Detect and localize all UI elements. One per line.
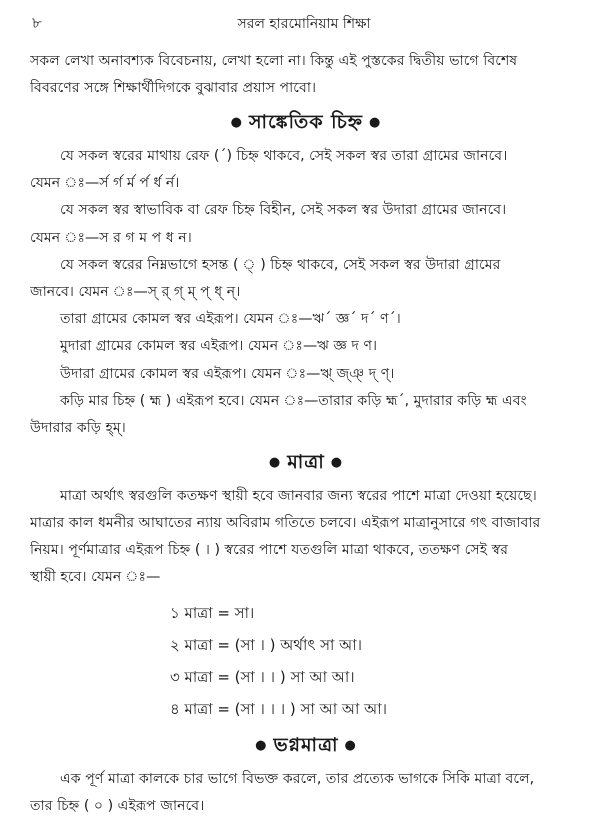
heading-text: মাত্রা [287,451,325,474]
paragraph-line: মাত্রা অর্থাৎ স্বরগুলি কতক্ষণ স্থায়ী হবে জানবার জন্য স্বরের পাশে মাত্রা দেওয়া হয়েছে। [60,487,537,504]
bullet-icon: ● [344,737,357,753]
page-number: ৮ [32,14,42,32]
paragraph-line: যে সকল স্বর স্বাভাবিক বা রেফ চিহ্ন বিহীন, সেই সকল স্বর উদারা গ্রামের জানবে। [60,202,507,219]
bullet-icon: ● [330,454,344,470]
intro-line: বিবরণের সঙ্গে শিক্ষার্থীদিগকে বুঝাবার প্রয়াস পাবো। [30,80,317,97]
paragraph-line: স্থায়ী হবে। যেমন ঃ— [30,569,161,586]
intro-line: সকল লেখা অনাবশ্যক বিবেচনায়, লেখা হলো না। কিন্তু এই পুস্তকের দ্বিতীয় ভাগে বিশেষ [30,53,518,69]
section-heading-sanketik [30,102,582,143]
page-body [30,48,582,820]
paragraph-line: মাত্রার কাল ধমনীর আঘাতের ন্যায় অবিরাম গতিতে চলবে। এইরূপ মাত্রানুসারে গৎ বাজাবার [30,514,541,531]
heading-text: ভগ্নমাত্রা [273,734,339,757]
bullet-icon: ● [268,454,282,470]
heading-text: সাঙ্কেতিক চিহ্ন [248,111,363,134]
paragraph-line: এক পূর্ণ মাত্রা কালকে চার ভাগে বিভক্ত করলে, তার প্রত্যেক ভাগকে সিকি মাত্রা বলে, [60,770,535,787]
bullet-icon: ● [230,114,243,130]
paragraph-line: তারা গ্রামের কোমল স্বর এইরূপ। যেমন ঃ—ঋ´ জ্ঞ´ দ´ ণ´। [60,311,401,328]
paragraph-line: তার চিহ্ন ( ০ ) এইরূপ জানবে। [30,798,205,815]
example-line: জানবে। যেমন ঃ—স্ র্ গ্ ম্ প্ ধ্ ন্। [30,283,241,300]
matra-example: ২ মাত্রা = (সা । ) অর্থাৎ সা আ। [170,636,363,655]
paragraph-line: উদারা গ্রামের কোমল স্বর এইরূপ। যেমন ঃ—ঋ্ জ্ঞ্ দ্ ণ্। [60,365,395,382]
paragraph-line: নিয়ম। পূর্ণমাত্রার এইরূপ চিহ্ন ( । ) স্বরের পাশে যতগুলি মাত্রা থাকবে, ততক্ষণ সেই স্বর [30,542,509,559]
page-header [0,12,608,36]
paragraph-line: কড়ি মার চিহ্ন ( হ্ম ) এইরূপ হবে। যেমন ঃ—তারার কড়ি হ্ম´, মুদারার কড়ি হ্ম এবং [60,392,527,409]
paragraph-line: যে সকল স্বরের নিম্নভাগে হসন্ত ( ্ ) চিহ্ন থাকবে, সেই সকল স্বর উদারা গ্রামের [60,256,501,273]
bullet-icon: ● [369,114,382,130]
bullet-icon: ● [255,737,268,753]
section-heading-bhagnamatra [30,725,582,766]
example-line: যেমন ঃ—র্স র্গ র্ম র্প র্ধ র্ন। [30,175,180,192]
example-line: যেমন ঃ—স র গ ম প ধ ন। [30,229,192,246]
matra-example: ১ মাত্রা = সা। [170,604,255,623]
paragraph-line: যে সকল স্বরের মাথায় রেফ (´) চিহ্ন থাকবে, সেই সকল স্বর তারা গ্রামের জানবে। [60,147,508,164]
running-title: সরল হারমোনিয়াম শিক্ষা [237,16,371,32]
matra-example: ৪ মাত্রা = (সা । । । ) সা আ আ আ। [170,700,387,719]
matra-example: ৩ মাত্রা = (সা । । ) সা আ আ। [170,668,355,687]
section-heading-matra [30,442,582,483]
paragraph-line: উদারার কড়ি হ্ম্। [30,419,126,436]
paragraph-line: মুদারা গ্রামের কোমল স্বর এইরূপ। যেমন ঃ—ঋ জ্ঞ দ ণ। [60,338,378,355]
